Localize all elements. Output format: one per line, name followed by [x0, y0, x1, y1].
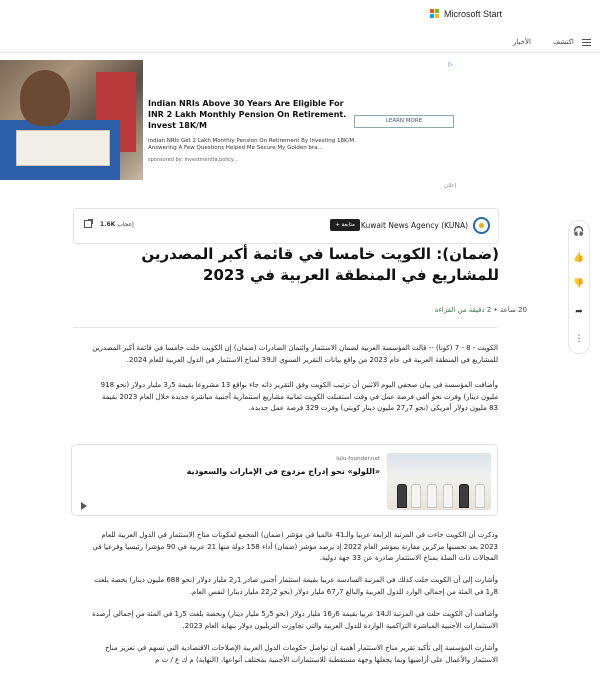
paragraph-3: وذكرت أن الكويت جاءت في المرتبة الرابعة عربيا والـ41 عالميا في مؤشر (ضمان) المجمع لمكونات مناخ الاستثمار في الدول العربية للعام 2023 بعد تحسنها مركزين مقارنة بمؤشر العام 2022 إذ يرصد مؤشر (ضمان) أداء 158 دولة منها 21 عربية في 90 مؤشرا رئيسيا وفرعيا في المجالات ذات الصلة بمناخ الاستثمار صادرة عن 33 جهة دولية. [92, 531, 498, 562]
likes-count[interactable]: 1.6K إعجاب [100, 221, 134, 228]
ad-description: Indian NRIs Get 2 Lakh Monthly Pension On Retirement By Investing 18K/M. Answering A Few Questions Helped Me Secure My Golden bra... [148, 138, 356, 151]
ad-choices-icon[interactable]: ▷ [448, 61, 453, 68]
action-sidebar [568, 220, 590, 354]
ad-banner[interactable] [0, 60, 457, 180]
ad-title: Indian NRIs Above 30 Years Are Eligible For INR 2 Lakh Monthly Pension On Retirement. Invest 18K/M [148, 99, 347, 130]
related-article-card[interactable] [71, 444, 498, 516]
share-icon[interactable]: ➦ [575, 307, 583, 317]
top-bar [0, 0, 600, 30]
article-source-bar [73, 208, 499, 244]
source-name[interactable]: Kuwait News Agency (KUNA) [360, 221, 468, 230]
learn-more-button[interactable]: LEARN MORE [354, 115, 454, 128]
nav-news[interactable]: الأخبار [513, 38, 531, 46]
nav-discover[interactable]: اكتشف [553, 38, 574, 46]
source-logo-icon[interactable] [473, 217, 490, 234]
paragraph-6: وأشارت المؤسسة إلى تأكيد تقرير مناخ الاستثمار أهمية أن تواصل حكومات الدول العربية الإصلاحات الاقتصادية التي تسهم في تعزيز مناخ الاستثمار والأعمال على أراضيها وبما يجعلها وجهة مستقطبة للاستثمارات الأجنبية بمختلف أنواعها. (النهاية) م ك ع / ت م [105, 644, 498, 664]
paragraph-2: وأضافت المؤسسة في بيان صحفي اليوم الاثنين أن ترتيب الكويت وفق التقرير ذاته جاء بواقع 13 مشروعا بقيمة 5ر3 مليار دولار (نحو 918 مليون دينار) وفرت نحو ألفي فرصة عمل في وقت استقبلت الكويت ثمانية مشاريع استثمارية أجنبية مباشرة جديدة خلال العام 2023 بقيمة 83 مليون دولار أمريكي (نحو 7ر27 مليون دينار كويتي) وفرت 329 فرصة عمل جديدة. [100, 381, 498, 412]
brand-logo[interactable] [430, 9, 502, 19]
nav-bar [0, 34, 600, 53]
listen-icon[interactable]: 🎧 [573, 227, 585, 237]
thumbs-up-icon[interactable]: 👍 [573, 253, 585, 263]
ad-sponsor: sponsored by: investmentfa.policy... [148, 157, 238, 163]
related-source: lulu-founder.net [336, 456, 380, 462]
follow-button[interactable]: + متابعة [330, 219, 360, 231]
read-time: 2 دقيقة من القراءة [434, 306, 492, 314]
publish-time: 20 ساعة [499, 306, 527, 314]
related-article-image [387, 453, 491, 510]
thumbs-down-icon[interactable]: 👎 [573, 279, 585, 289]
paragraph-1: الكويت - 8 - 7 (كونا) -- قالت المؤسسة العربية لضمان الاستثمار وائتمان الصادرات (ضمان) إن الكويت حلت خامسا في قائمة أكبر المصدرين للمشاريع في المنطقة العربية في عام 2023 من واقع بيانات التقرير السنوي الـ39 لمناخ الاستثمار في الدول العربية للعام 2024. [92, 344, 498, 364]
external-link-icon[interactable] [84, 220, 92, 228]
play-icon[interactable] [81, 502, 87, 510]
article-meta: 20 ساعة • 2 دقيقة من القراءة [434, 306, 527, 314]
divider [73, 327, 497, 328]
more-options-icon[interactable]: ⋮ [574, 334, 584, 344]
ad-label: إعلان [444, 183, 457, 189]
paragraph-4: وأشارت إلى أن الكويت حلت كذلك في المرتبة السادسة عربيا بقيمة استثمار أجنبي صادر 1ر2 مليار دولار (نحو 688 مليون دينار) بحصة بلغت 8ر1 في المئة من إجمالي الوارد للدول العربية والبالغ 7ر67 مليار دولار (نحو 2ر22 مليار دينار) لنفس العام. [94, 576, 498, 596]
article-title: (ضمان): الكويت خامسا في قائمة أكبر المصدرين للمشاريع في المنطقة العربية في 2023 [141, 245, 499, 284]
microsoft-logo-icon [430, 9, 440, 19]
related-title[interactable]: «اللولو» نحو إدراج مزدوج في الإمارات والسعودية [186, 467, 380, 476]
paragraph-5: وأضافت أن الكويت حلت في المرتبة الـ14 عربيا بقيمة 6ر16 مليار دولار (نحو 5ر5 مليار دينار) وبحصة بلغت 5ر1 في المئة من إجمالي أرصدة الاستثمارات الأجنبية المباشرة التراكمية الواردة للدول العربية والتي تجاوزت التريليون دولار بنهاية العام 2023. [92, 610, 498, 630]
menu-icon[interactable] [582, 39, 591, 48]
brand-name: Microsoft Start [444, 9, 503, 19]
ad-image [0, 60, 143, 180]
